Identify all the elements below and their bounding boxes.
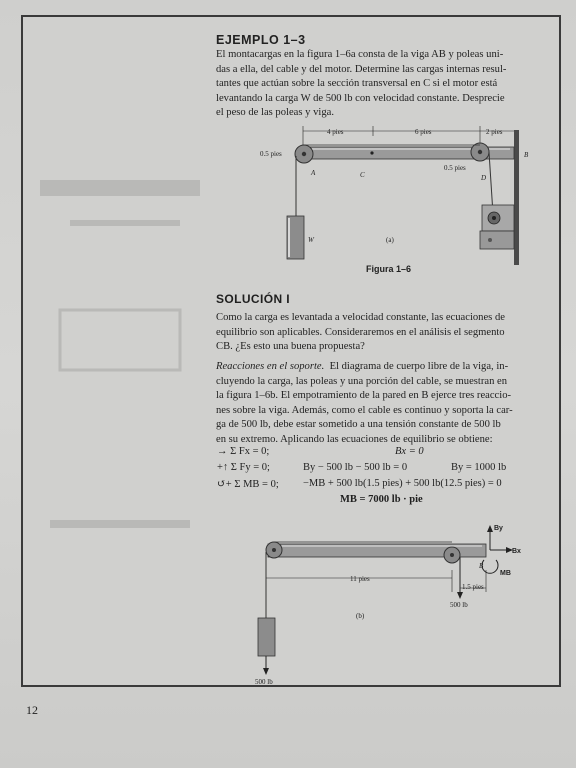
radius-right-label: 0.5 pies — [444, 164, 466, 172]
paragraph-line: la figura 1–6b. El empotramiento de la pared en B ejerce tres reaccio- — [216, 390, 512, 402]
statement-line: das a ella, del cable y del motor. Determine las cargas internas resul- — [216, 63, 507, 75]
paragraph-line: cluyendo la carga, las poleas y una porción del cable, se muestran en — [216, 375, 508, 387]
figure-caption: Figura 1–6 — [366, 264, 412, 274]
equation-sum-fy: +↑ Σ Fy = 0; — [217, 462, 270, 473]
statement-line: tantes que actúan sobre la sección transversal en C si el motor está — [216, 78, 498, 90]
reaction-by-label: By — [494, 525, 503, 532]
equation-mb-body: −MB + 500 lb(1.5 pies) + 500 lb(12.5 pies) = 0 — [303, 478, 502, 489]
statement-line: el peso de las poleas y viga. — [216, 107, 334, 119]
statement-line: levantando la carga W de 500 lb con velocidad constante. Desprecie — [216, 92, 505, 104]
load-right-label: 500 lb — [450, 601, 468, 609]
result-bx: Bx = 0 — [395, 446, 424, 457]
paragraph-line: nes sobre la viga. Además, como el cable es continuo y soporta la car- — [216, 404, 513, 416]
paragraph-line: en su extremo. Aplicando las ecuaciones de equilibrio se obtiene: — [216, 433, 493, 445]
paragraph-line: ga de 500 lb, debe estar sometido a una tensión constante de 500 lb — [216, 419, 501, 431]
dim-11-label: 11 pies — [350, 575, 370, 583]
dim-4-label: 4 pies — [327, 128, 344, 136]
equation-sum-fx: → Σ Fx = 0; — [217, 446, 270, 457]
fbd-point-b-label: B — [479, 562, 484, 570]
paragraph-line: Reacciones en el soporte. El diagrama de cuerpo libre de la viga, in- — [216, 361, 509, 372]
paragraph-line: Como la carga es levantada a velocidad constante, las ecuaciones de — [216, 312, 505, 323]
example-title: EJEMPLO 1–3 — [216, 33, 306, 47]
load-w-label: W — [308, 236, 314, 244]
dim-15-label: 1.5 pies — [462, 583, 484, 591]
figure-b-sublabel: (b) — [356, 612, 365, 620]
load-left-label: 500 lb — [255, 678, 273, 686]
paragraph-heading: Reacciones en el soporte. — [216, 361, 325, 372]
paragraph-line: equilibrio son aplicables. Consideraremos en el análisis el segmento — [216, 326, 505, 338]
moment-mb-label: MB — [500, 570, 511, 577]
radius-left-label: 0.5 pies — [260, 150, 282, 158]
page-number: 12 — [26, 703, 38, 717]
equation-fy-body: By − 500 lb − 500 lb = 0 — [303, 462, 408, 473]
equation-sum-mb: ↺+ Σ MB = 0; — [217, 479, 279, 490]
point-c-label: C — [360, 171, 365, 179]
solution-title: SOLUCIÓN I — [216, 292, 291, 306]
point-d-label: D — [481, 174, 487, 182]
statement-line: El montacargas en la figura 1–6a consta de la viga AB y poleas uni- — [216, 49, 504, 60]
figure-a-sublabel: (a) — [386, 236, 394, 244]
point-b-label: B — [524, 151, 529, 159]
point-a-label: A — [311, 169, 316, 177]
reaction-bx-label: Bx — [512, 548, 521, 555]
paragraph-line: CB. ¿Es esto una buena propuesta? — [216, 341, 365, 353]
result-by: By = 1000 lb — [451, 462, 507, 473]
result-mb: MB = 7000 lb · pie — [340, 494, 423, 505]
dim-6-label: 6 pies — [415, 128, 432, 136]
dim-2-label: 2 pies — [486, 128, 503, 136]
fbd-load — [258, 618, 275, 656]
